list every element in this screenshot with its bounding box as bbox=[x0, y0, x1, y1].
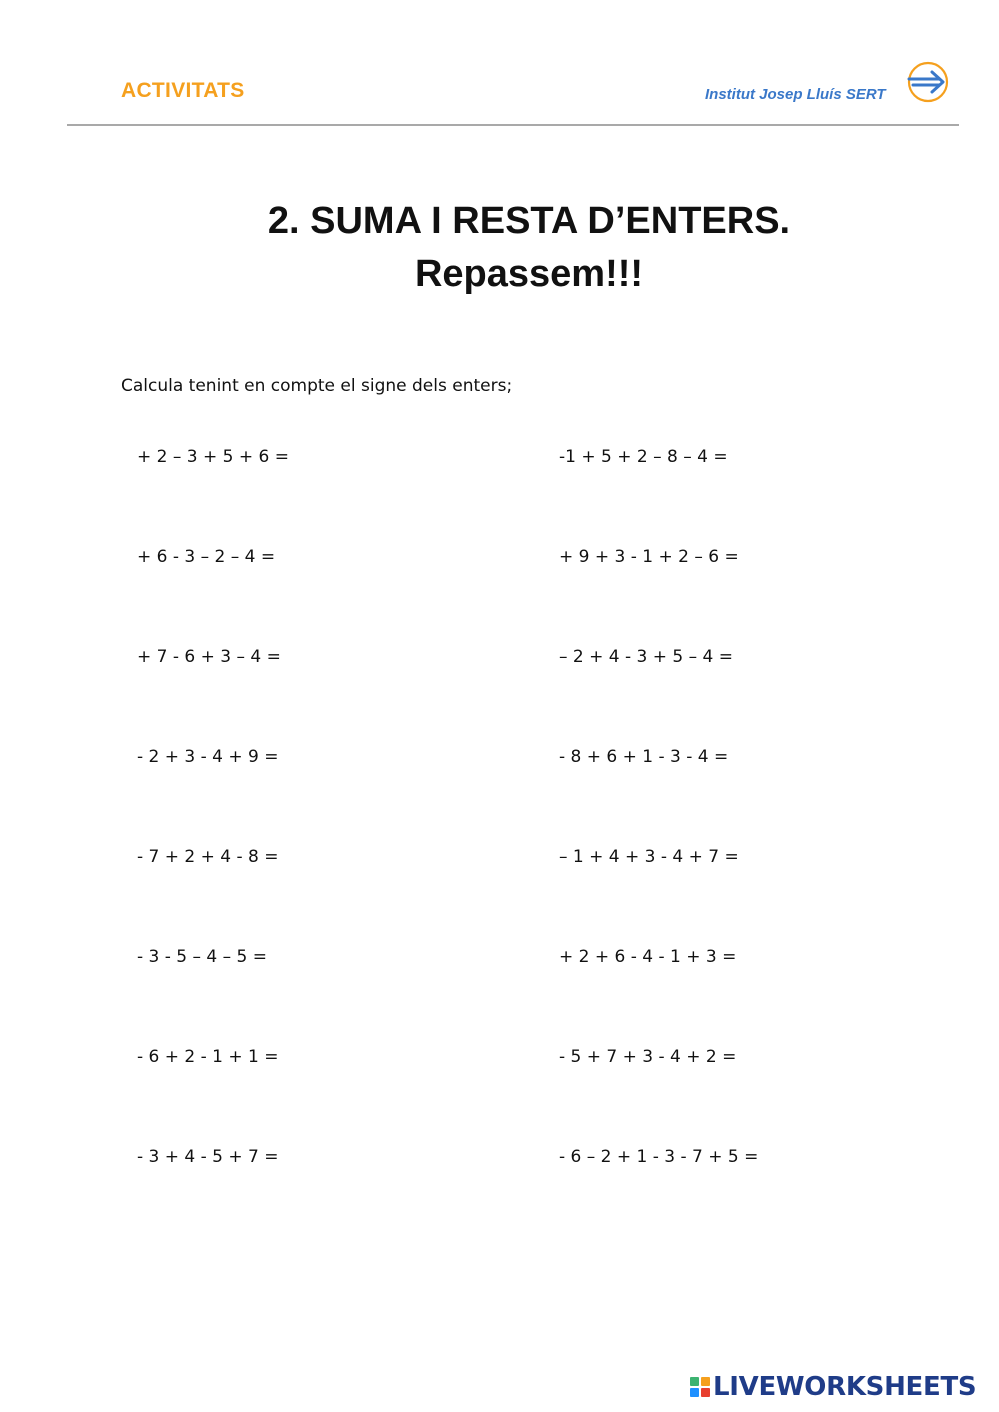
exercise-left-2: + 6 - 3 – 2 – 4 = bbox=[137, 547, 276, 567]
section-label: ACTIVITATS bbox=[121, 79, 245, 102]
exercise-right-1: -1 + 5 + 2 – 8 – 4 = bbox=[559, 447, 728, 467]
exercise-right-2: + 9 + 3 - 1 + 2 – 6 = bbox=[559, 547, 739, 567]
exercise-right-5: – 1 + 4 + 3 - 4 + 7 = bbox=[559, 847, 739, 867]
exercise-left-8: - 3 + 4 - 5 + 7 = bbox=[137, 1147, 279, 1167]
exercise-right-6: + 2 + 6 - 4 - 1 + 3 = bbox=[559, 947, 737, 967]
page-title bbox=[0, 195, 999, 301]
page-title-line-2: Repassem!!! bbox=[414, 253, 644, 295]
exercise-left-7: - 6 + 2 - 1 + 1 = bbox=[137, 1047, 279, 1067]
exercise-left-5: - 7 + 2 + 4 - 8 = bbox=[137, 847, 279, 867]
exercise-right-8: - 6 – 2 + 1 - 3 - 7 + 5 = bbox=[559, 1147, 759, 1167]
exercise-left-1: + 2 – 3 + 5 + 6 = bbox=[137, 447, 289, 467]
arrow-circle-logo-icon bbox=[903, 60, 951, 104]
header-divider bbox=[67, 124, 959, 126]
liveworksheets-logo-icon bbox=[690, 1377, 710, 1397]
exercise-left-4: - 2 + 3 - 4 + 9 = bbox=[137, 747, 279, 767]
brand-name: LIVEWORKSHEETS bbox=[713, 1372, 977, 1402]
exercise-left-6: - 3 - 5 – 4 – 5 = bbox=[137, 947, 268, 967]
exercise-right-7: - 5 + 7 + 3 - 4 + 2 = bbox=[559, 1047, 737, 1067]
page-title-line-1: 2. SUMA I RESTA D’ENTERS. bbox=[267, 200, 791, 242]
liveworksheets-brand[interactable] bbox=[690, 1372, 976, 1402]
instruction-text: Calcula tenint en compte el signe dels enters; bbox=[121, 376, 513, 396]
school-name: Institut Josep Lluís SERT bbox=[705, 86, 886, 103]
exercise-left-3: + 7 - 6 + 3 – 4 = bbox=[137, 647, 281, 667]
exercise-right-4: - 8 + 6 + 1 - 3 - 4 = bbox=[559, 747, 729, 767]
exercise-right-3: – 2 + 4 - 3 + 5 – 4 = bbox=[559, 647, 733, 667]
